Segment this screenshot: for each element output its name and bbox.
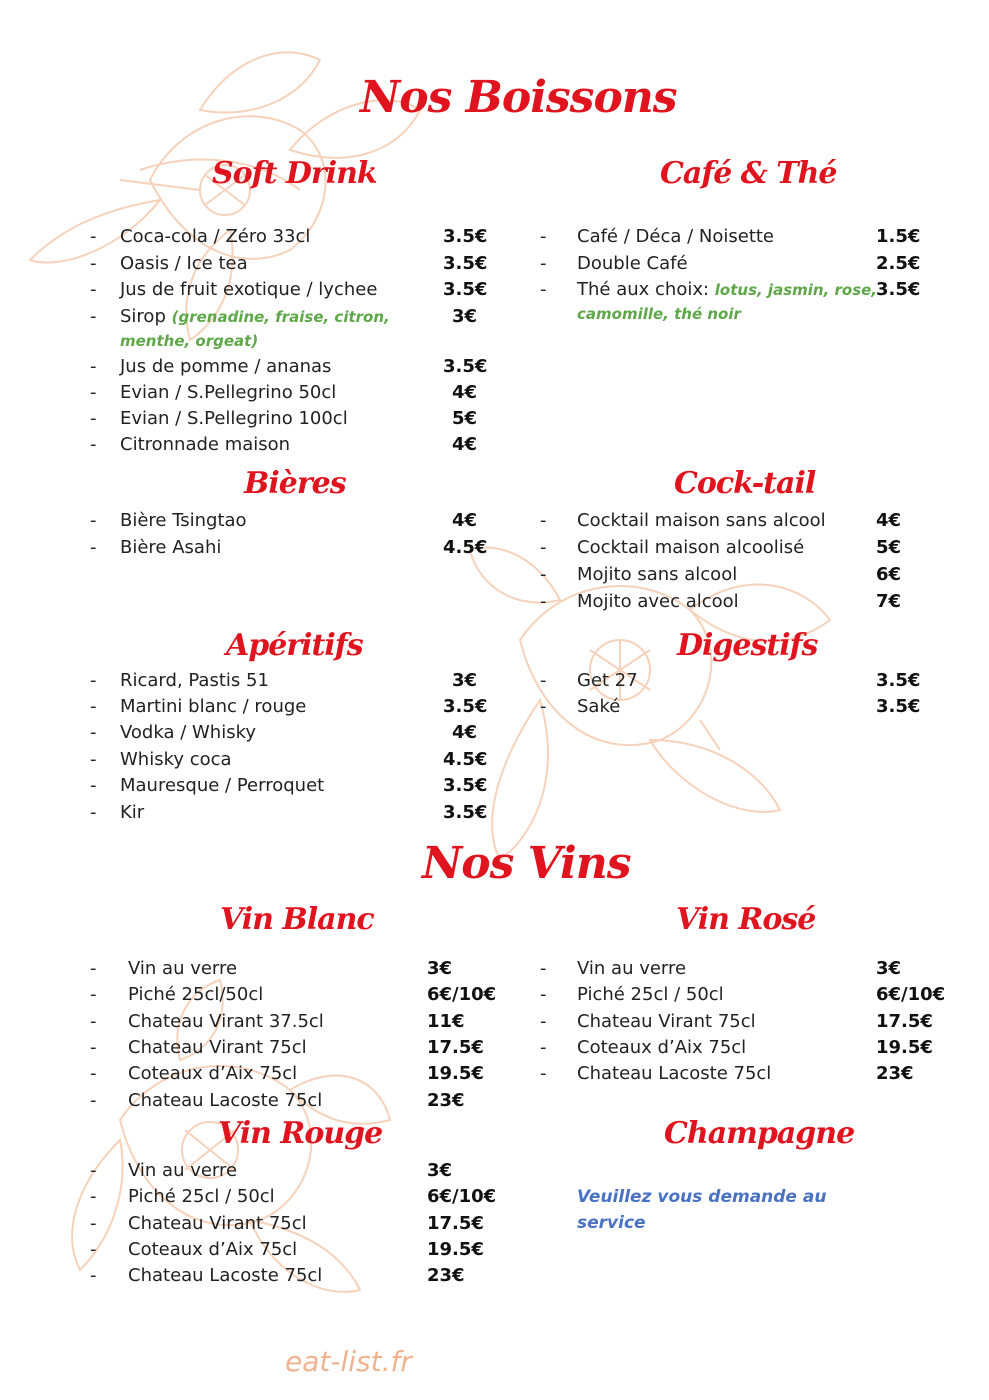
item-name-text: Thé aux choix: — [577, 279, 710, 300]
dash: - — [540, 253, 547, 274]
section-title-cafe-the: Café & Thé — [660, 156, 837, 191]
dash: - — [90, 958, 97, 979]
item-name: Bière Asahi — [120, 537, 222, 558]
item-name: Mojito avec alcool — [577, 591, 739, 612]
dash: - — [540, 564, 547, 585]
item-name: Piché 25cl / 50cl — [128, 1186, 275, 1207]
item-name: Coteaux d’Aix 75cl — [128, 1239, 298, 1260]
item-price: 23€ — [427, 1265, 465, 1286]
dash: - — [90, 802, 97, 823]
dash: - — [540, 537, 547, 558]
item-name: Ricard, Pastis 51 — [120, 670, 269, 691]
dash: - — [90, 279, 97, 300]
item-price: 3.5€ — [876, 696, 921, 717]
item-name-text: Sirop — [120, 306, 166, 327]
item-price: 6€/10€ — [876, 984, 946, 1005]
item-price: 17.5€ — [427, 1213, 484, 1234]
section-title-digestifs: Digestifs — [677, 628, 818, 663]
item-name: Mojito sans alcool — [577, 564, 738, 585]
dash: - — [90, 1011, 97, 1032]
item-price: 23€ — [876, 1063, 914, 1084]
item-price: 3.5€ — [443, 356, 488, 377]
item-name: Chateau Lacoste 75cl — [128, 1090, 323, 1111]
dash: - — [90, 382, 97, 403]
dash: - — [90, 1213, 97, 1234]
item-price: 1.5€ — [876, 226, 921, 247]
dash: - — [540, 958, 547, 979]
dash: - — [90, 722, 97, 743]
item-name: Coteaux d’Aix 75cl — [577, 1037, 747, 1058]
item-price: 3.5€ — [876, 279, 921, 300]
dash: - — [90, 1037, 97, 1058]
dash: - — [90, 775, 97, 796]
item-price: 17.5€ — [876, 1011, 933, 1032]
dash: - — [90, 306, 97, 327]
item-note-continued: camomille, thé noir — [577, 305, 741, 323]
item-price: 2.5€ — [876, 253, 921, 274]
dash: - — [540, 984, 547, 1005]
item-note: lotus, jasmin, rose, — [714, 281, 877, 299]
item-price: 11€ — [427, 1011, 465, 1032]
champagne-note: Veuillez vous demande au service — [577, 1187, 827, 1233]
soft-drink-list — [90, 226, 510, 466]
cafe-the-list — [540, 226, 960, 336]
bieres-list — [90, 510, 510, 570]
item-price: 5€ — [876, 537, 902, 558]
item-price: 6€ — [876, 564, 902, 585]
dash: - — [90, 1239, 97, 1260]
item-name: Bière Tsingtao — [120, 510, 247, 531]
item-name: Cocktail maison sans alcool — [577, 510, 826, 531]
digestifs-list — [540, 670, 960, 730]
item-price: 4.5€ — [443, 749, 488, 770]
item-price: 23€ — [427, 1090, 465, 1111]
dash: - — [540, 696, 547, 717]
section-title-vin-rose: Vin Rosé — [676, 902, 816, 937]
main-title-vins: Nos Vins — [422, 838, 631, 889]
item-price: 4€ — [452, 722, 478, 743]
item-price: 3€ — [452, 670, 478, 691]
item-name: Piché 25cl / 50cl — [577, 984, 724, 1005]
dash: - — [540, 1011, 547, 1032]
item-price: 3.5€ — [443, 226, 488, 247]
item-name: Saké — [577, 696, 621, 717]
item-price: 3€ — [452, 306, 478, 327]
item-price: 3.5€ — [443, 775, 488, 796]
item-name: Chateau Virant 75cl — [128, 1037, 307, 1058]
main-title-boissons: Nos Boissons — [360, 72, 677, 123]
item-name: Whisky coca — [120, 749, 232, 770]
item-name: Mauresque / Perroquet — [120, 775, 325, 796]
vin-blanc-list — [90, 958, 510, 1118]
item-name: Oasis / Ice tea — [120, 253, 248, 274]
item-name: Vin au verre — [128, 1160, 238, 1181]
item-price: 3€ — [427, 1160, 453, 1181]
item-name: Get 27 — [577, 670, 638, 691]
item-name: Martini blanc / rouge — [120, 696, 307, 717]
item-name: Chateau Lacoste 75cl — [128, 1265, 323, 1286]
item-name: Vodka / Whisky — [120, 722, 257, 743]
item-name: Vin au verre — [128, 958, 238, 979]
item-price: 3.5€ — [443, 696, 488, 717]
item-name: Citronnade maison — [120, 434, 291, 455]
item-price: 4.5€ — [443, 537, 488, 558]
dash: - — [90, 696, 97, 717]
aperitifs-list — [90, 670, 510, 830]
section-title-aperitifs: Apéritifs — [226, 628, 363, 663]
item-price: 6€/10€ — [427, 984, 497, 1005]
item-price: 5€ — [452, 408, 478, 429]
dash: - — [90, 1186, 97, 1207]
item-name: Vin au verre — [577, 958, 687, 979]
dash: - — [90, 984, 97, 1005]
item-price: 19.5€ — [427, 1239, 484, 1260]
item-price: 19.5€ — [876, 1037, 933, 1058]
item-name: Coca-cola / Zéro 33cl — [120, 226, 311, 247]
dash: - — [540, 279, 547, 300]
item-name: Chateau Virant 75cl — [577, 1011, 756, 1032]
dash: - — [90, 1160, 97, 1181]
item-name: Cocktail maison alcoolisé — [577, 537, 805, 558]
item-note: (grenadine, fraise, citron, — [171, 308, 390, 326]
dash: - — [90, 253, 97, 274]
item-price: 4€ — [876, 510, 902, 531]
dash: - — [90, 670, 97, 691]
dash: - — [90, 356, 97, 377]
dash: - — [90, 408, 97, 429]
vin-rose-list — [540, 958, 960, 1098]
item-name: Jus de pomme / ananas — [120, 356, 332, 377]
dash: - — [90, 537, 97, 558]
item-name: Coteaux d’Aix 75cl — [128, 1063, 298, 1084]
item-name: Double Café — [577, 253, 688, 274]
item-price: 6€/10€ — [427, 1186, 497, 1207]
item-name: Café / Déca / Noisette — [577, 226, 775, 247]
item-price: 4€ — [452, 510, 478, 531]
dash: - — [540, 510, 547, 531]
item-name: Jus de fruit exotique / lychee — [120, 279, 378, 300]
dash: - — [540, 1037, 547, 1058]
section-title-soft-drink: Soft Drink — [212, 156, 377, 191]
section-title-cocktail: Cock-tail — [674, 466, 816, 501]
item-name: Piché 25cl/50cl — [128, 984, 264, 1005]
item-name — [577, 279, 877, 300]
footer-watermark: eat-list.fr — [285, 1345, 412, 1378]
dash: - — [90, 434, 97, 455]
item-price: 4€ — [452, 434, 478, 455]
section-title-champagne: Champagne — [664, 1116, 855, 1151]
item-price: 3.5€ — [443, 279, 488, 300]
item-note-continued: menthe, orgeat) — [120, 332, 259, 350]
dash: - — [540, 670, 547, 691]
item-name: Chateau Lacoste 75cl — [577, 1063, 772, 1084]
section-title-vin-blanc: Vin Blanc — [220, 902, 374, 937]
vin-rouge-list — [90, 1160, 510, 1300]
cocktail-list — [540, 510, 960, 620]
item-name — [120, 306, 390, 327]
item-price: 19.5€ — [427, 1063, 484, 1084]
item-name: Chateau Virant 75cl — [128, 1213, 307, 1234]
dash: - — [90, 1090, 97, 1111]
item-price: 3.5€ — [443, 253, 488, 274]
dash: - — [540, 1063, 547, 1084]
item-price: 3€ — [876, 958, 902, 979]
item-name: Kir — [120, 802, 145, 823]
item-name: Evian / S.Pellegrino 100cl — [120, 408, 348, 429]
item-name: Evian / S.Pellegrino 50cl — [120, 382, 337, 403]
section-title-vin-rouge: Vin Rouge — [218, 1116, 383, 1151]
item-price: 3€ — [427, 958, 453, 979]
dash: - — [540, 226, 547, 247]
item-price: 7€ — [876, 591, 902, 612]
item-price: 4€ — [452, 382, 478, 403]
item-price: 17.5€ — [427, 1037, 484, 1058]
dash: - — [90, 1265, 97, 1286]
dash: - — [90, 510, 97, 531]
item-price: 3.5€ — [876, 670, 921, 691]
dash: - — [90, 226, 97, 247]
item-price: 3.5€ — [443, 802, 488, 823]
dash: - — [90, 749, 97, 770]
section-title-bieres: Bières — [244, 466, 346, 501]
item-name: Chateau Virant 37.5cl — [128, 1011, 324, 1032]
dash: - — [90, 1063, 97, 1084]
dash: - — [540, 591, 547, 612]
